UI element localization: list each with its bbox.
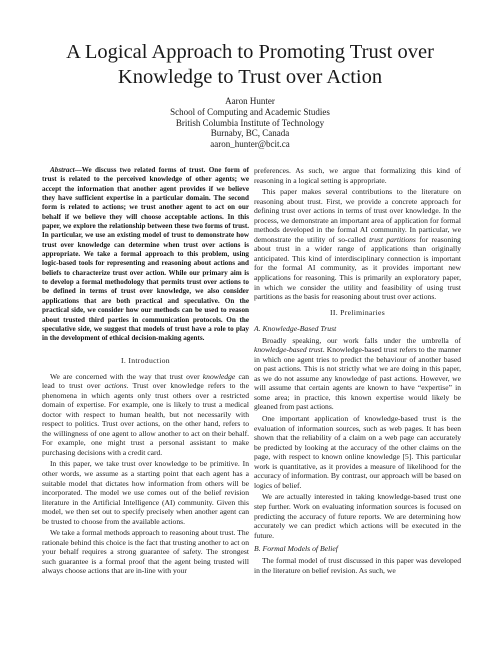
intro-p1-text-a: We are concerned with the way that trust over [50,371,203,381]
intro-paragraph-1 [42,372,249,458]
contributions-emphasis-trust-partitions: trust partitions [369,234,416,244]
abstract [42,166,249,344]
author-email: aaron_hunter@bcit.ca [210,139,290,150]
abstract-lead: Abstract [50,166,75,174]
intro-continued-paragraph-1: preferences. As such, we argue that formalizing this kind of reasoning in a logical setting is appropriate. [254,166,461,185]
contributions-paragraph [254,187,461,302]
author-name: Aaron Hunter [225,96,275,106]
author-affiliation-school: School of Computing and Academic Studies [170,106,330,117]
subsection-heading-formal-models-of-belief: B. Formal Models of Belief [254,544,338,554]
prelim-a-paragraph-2: One important application of knowledge-based trust is the evaluation of information sources, such as web pages. It has been shown that the reliability of a claim on a web page can accurately be predicted by looking at the accuracy of the other claims on the page, with respect to known online knowledge [5]. This particular work is quantitative, as it provides a measure of likelihood for the accuracy of information. By contrast, our approach will be based on logics of belief. [254,414,461,490]
author-affiliation-institute: British Columbia Institute of Technology [175,117,325,128]
section-heading-introduction: I. Introduction [121,355,170,365]
prelim-a-p1-emphasis: knowledge-based trust [254,345,323,355]
section-heading-preliminaries: II. Preliminaries [329,307,386,317]
contributions-text-b: for reasoning about trust in a wider range of applications than originally anticipated. This kind of interdisciplinary connection is important for the formal AI community, as it provides important new applications for reasoning. This is primarily an exploratory paper, in which we consider the utility and feasibility of using trust partitions as the basis for reasoning about trust over actions. [254,234,461,302]
right-column [254,166,461,577]
left-column [42,166,249,578]
contributions-text-a: This paper makes several contributions to the literature on reasoning about trust. First, we provide a concrete approach for defining trust over actions in terms of trust over knowledge. In the process, we demonstrate an important area of application for formal methods developed in the formal AI community. In particular, we demonstrate the utility of so-called [254,187,461,244]
prelim-a-p1-text-b: . Knowledge-based trust refers to the manner in which one agent tries to predict the behaviour of another based on past actions. This is not strictly what we are doing in this paper, as we do not assume any knowledge of past actions. However, we will assume that certain agents are known to have “expertise” in some area; in practice, this known expertise would likely be gleaned from past actions. [254,345,461,412]
author-location: Burnaby, BC, Canada [210,128,290,139]
prelim-a-paragraph-3: We are actually interested in taking knowledge-based trust one step further. Work on evaluating information sources is focused on predicting the accuracy of future reports. We are determining how accurately we can predict which actions will be executed in the future. [254,492,461,540]
intro-paragraph-3: We take a formal methods approach to reasoning about trust. The rationale behind this choice is the fact that trusting another to act on your behalf requires a strong guarantee of safety. The strongest such guarantee is a formal proof that the agent being trusted will always choose actions that are in-line with your [42,528,249,576]
subsection-heading-knowledge-based-trust: A. Knowledge-Based Trust [254,323,337,333]
prelim-b-paragraph-1: The formal model of trust discussed in this paper was developed in the literature on belief revision. As such, we [254,556,461,575]
intro-p1-emphasis-actions: actions [104,381,127,391]
prelim-a-p1-text-a: Broadly speaking, our work falls under the umbrella of [262,335,461,345]
abstract-text: —We discuss two related forms of trust. One form of trust is related to the perceived knowledge of other agents; we accept the information that another agent provides if we believe they have sufficient expertise in a particular domain. The second form is related to actions; we trust another agent to act on our behalf if we believe they will choose acceptable actions. In this paper, we explore the relationship between these two forms of trust. In particular, we use an existing model of trust to demonstrate how trust over knowledge can determine when trust over actions is appropriate. We take a formal approach to this problem, using logic-based tools for representing and reasoning about actions and beliefs to characterize trust over action. While our primary aim is to develop a formal methodology that permits trust over actions to be defined in terms of trust over knowledge, we also consider applications that are both practical and speculative. On the practical side, we consider how our methods can be used to reason about trusted third parties in communication protocols. On the speculative side, we suggest that models of trust have a role to play in the development of ethical decision-making agents. [42,166,249,343]
intro-paragraph-2: In this paper, we take trust over knowledge to be primitive. In other words, we assume as a starting point that each agent has a suitable model that dictates how information from others will be incorporated. The model we use comes out of the belief revision literature in the Artificial Intelligence (AI) community. Given this model, we then set out to specify precisely when another agent can be trusted to choose from the available actions. [42,459,249,526]
intro-p1-text-c: . Trust over knowledge refers to the phenomena in which agents only trust others over a restricted domain of expertise. For example, one is likely to trust a medical doctor with respect to human health, but not necessarily with respect to politics. Trust over actions, on the other hand, refers to the willingness of one agent to allow another to act on their behalf. For example, one might trust a personal assistant to make purchasing decisions with a credit card. [42,381,249,457]
prelim-a-paragraph-1 [254,336,461,412]
paper-title: A Logical Approach to Promoting Trust over Knowledge to Trust over Action [66,41,434,88]
intro-p1-emphasis-knowledge: knowledge [202,371,236,381]
author-block [100,96,400,150]
intro-p1-text-b: can lead to trust over [42,371,249,391]
